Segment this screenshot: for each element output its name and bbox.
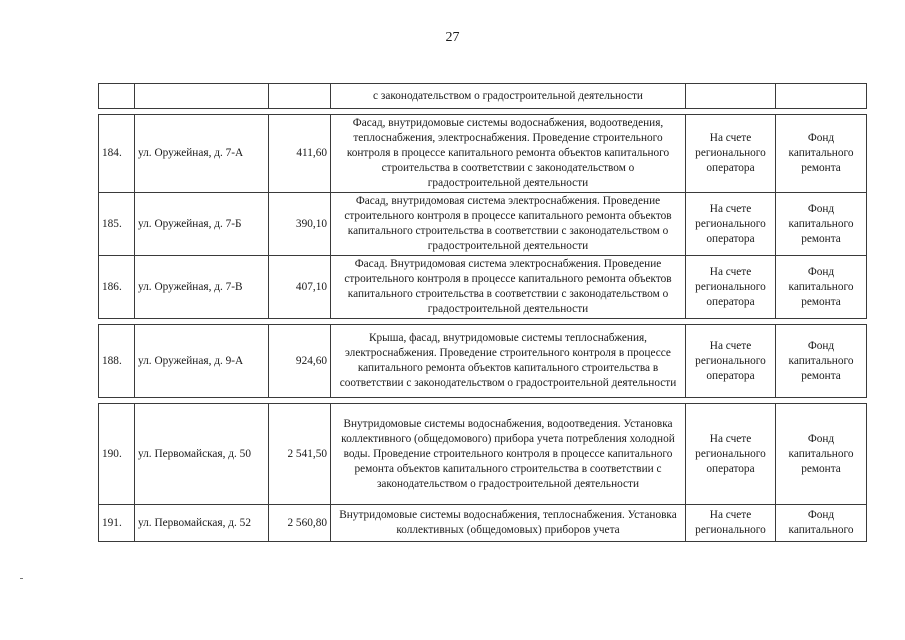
- cell-account: На счете регионального оператора: [686, 193, 776, 256]
- table-row-continuation: [99, 84, 867, 109]
- cell-source: Фонд капитального: [776, 505, 867, 542]
- cell-area: 411,60: [269, 115, 331, 193]
- cell-area: 390,10: [269, 193, 331, 256]
- cell-works: Фасад, внутридомовая система электроснабжения. Проведение строительного контроля в процессе капитального ремонта объектов капитального строительства в соответствии с законодательством о градостроительной деятельности: [331, 193, 686, 256]
- cell-source: Фонд капитального ремонта: [776, 325, 867, 398]
- scan-speck: [20, 578, 23, 579]
- cell-address: ул. Оружейная, д. 7-А: [135, 115, 269, 193]
- table-row: [99, 256, 867, 319]
- cell-works: Фасад. Внутридомовая система электроснабжения. Проведение строительного контроля в процессе капитального ремонта объектов капитального строительства в соответствии с законодательством о градостроительной деятельности: [331, 256, 686, 319]
- cell-address: ул. Оружейная, д. 9-А: [135, 325, 269, 398]
- cell-works: с законодательством о градостроительной деятельности: [331, 84, 686, 109]
- cell-works: Крыша, фасад, внутридомовые системы теплоснабжения, электроснабжения. Проведение строительного контроля в процессе капитального ремонта объектов капитального строительства в соответствии с законодательством о градостроительной деятельности: [331, 325, 686, 398]
- cell-account: На счете регионального оператора: [686, 404, 776, 505]
- cell-num: 186.: [99, 256, 135, 319]
- cell-address: ул. Первомайская, д. 50: [135, 404, 269, 505]
- cell-works: Фасад, внутридомовые системы водоснабжения, водоотведения, теплоснабжения, электроснабжения. Проведение строительного контроля в процессе капитального ремонта объектов капитального строительства в соответствии с законодательством о градостроительной деятельности: [331, 115, 686, 193]
- cell-account: На счете регионального: [686, 505, 776, 542]
- page-number: 27: [445, 30, 460, 45]
- cell-num: 191.: [99, 505, 135, 542]
- table-row: [99, 505, 867, 542]
- cell-num: 188.: [99, 325, 135, 398]
- cell-num: [99, 84, 135, 109]
- table-row: [99, 115, 867, 193]
- cell-works: Внутридомовые системы водоснабжения, водоотведения. Установка коллективного (общедомового) прибора учета потребления холодной воды. Проведение строительного контроля в процессе капитального ремонта объектов капитального строительства в соответствии с законодательством о градостроительной деятельности: [331, 404, 686, 505]
- cell-area: 407,10: [269, 256, 331, 319]
- cell-address: ул. Первомайская, д. 52: [135, 505, 269, 542]
- cell-num: 190.: [99, 404, 135, 505]
- cell-account: На счете регионального оператора: [686, 325, 776, 398]
- cell-address: ул. Оружейная, д. 7-В: [135, 256, 269, 319]
- cell-num: 184.: [99, 115, 135, 193]
- cell-num: 185.: [99, 193, 135, 256]
- cell-area: 924,60: [269, 325, 331, 398]
- cell-address: [135, 84, 269, 109]
- works-table-container: [98, 83, 866, 542]
- cell-area: [269, 84, 331, 109]
- cell-account: [686, 84, 776, 109]
- cell-source: Фонд капитального ремонта: [776, 115, 867, 193]
- cell-source: Фонд капитального ремонта: [776, 193, 867, 256]
- cell-source: [776, 84, 867, 109]
- cell-source: Фонд капитального ремонта: [776, 404, 867, 505]
- works-table: [98, 83, 867, 542]
- table-row: [99, 193, 867, 256]
- cell-area: 2 560,80: [269, 505, 331, 542]
- cell-account: На счете регионального оператора: [686, 256, 776, 319]
- cell-area: 2 541,50: [269, 404, 331, 505]
- table-row: [99, 325, 867, 398]
- table-row: [99, 404, 867, 505]
- cell-source: Фонд капитального ремонта: [776, 256, 867, 319]
- cell-address: ул. Оружейная, д. 7-Б: [135, 193, 269, 256]
- cell-works: Внутридомовые системы водоснабжения, теплоснабжения. Установка коллективных (общедомовых) приборов учета: [331, 505, 686, 542]
- cell-account: На счете регионального оператора: [686, 115, 776, 193]
